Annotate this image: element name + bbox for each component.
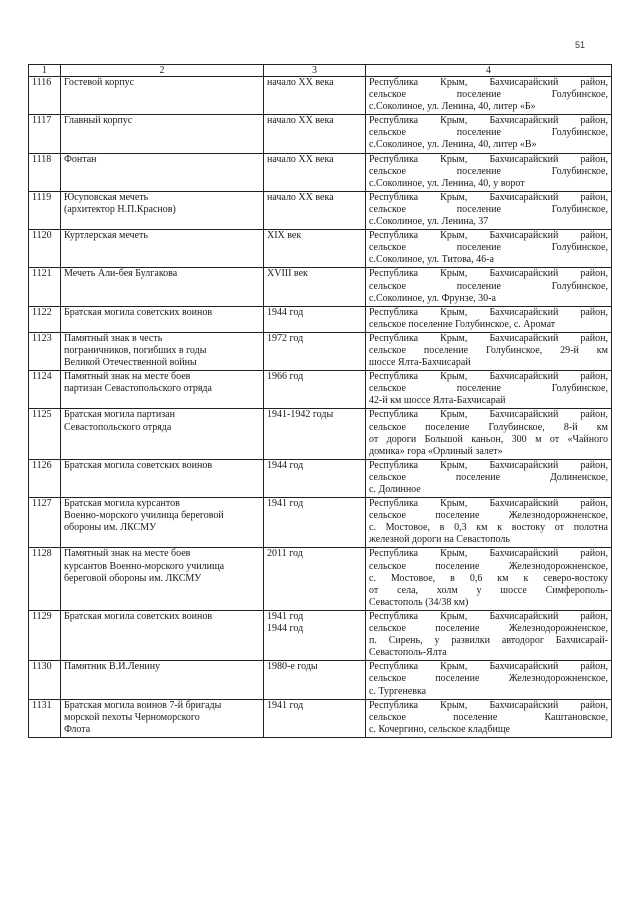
- monument-name-cell: Памятный знак в честь пограничников, погибших в годы Великой Отечественной войны: [61, 332, 264, 370]
- address-cell: [366, 661, 612, 699]
- address-line: с. Мостовое, в 0,6 км к северо-востоку: [369, 572, 608, 584]
- address-line: шоссе Ялта-Бахчисарай: [369, 357, 471, 369]
- address-line: Республика Крым, Бахчисарайский район,: [369, 548, 608, 560]
- address-cell: [366, 409, 612, 459]
- monument-name-cell: Фонтан: [61, 153, 264, 191]
- address-line: сельское поселение Голубинское,: [369, 203, 608, 215]
- row-number-cell: 1121: [29, 268, 61, 306]
- address-line: Республика Крым, Бахчисарайский район,: [369, 699, 608, 711]
- table-row: [29, 191, 612, 229]
- monument-name-cell: Куртлерская мечеть: [61, 230, 264, 268]
- dating-cell: 1941 год 1944 год: [264, 610, 366, 660]
- dating-cell: XIX век: [264, 230, 366, 268]
- address-line: с.Соколиное, ул. Ленина, 40, у ворот: [369, 177, 525, 189]
- dating-cell: 1944 год: [264, 459, 366, 497]
- table-row: [29, 230, 612, 268]
- address-line: сельское поселение Голубинское, 29-й км: [369, 344, 608, 356]
- address-line: Севастополь (34/38 км): [369, 596, 469, 608]
- monument-name-cell: Братская могила советских воинов: [61, 610, 264, 660]
- table-row: [29, 371, 612, 409]
- dating-cell: 1944 год: [264, 306, 366, 332]
- monument-name-cell: Братская могила партизан Севастопольского отряда: [61, 409, 264, 459]
- address-line: железной дороги на Севастополь: [369, 534, 510, 546]
- dating-cell: 2011 год: [264, 548, 366, 610]
- row-number-cell: 1127: [29, 498, 61, 548]
- row-number-cell: 1117: [29, 115, 61, 153]
- table-row: [29, 498, 612, 548]
- address-line: сельское поселение Голубинское,: [369, 127, 608, 139]
- address-line: Республика Крым, Бахчисарайский район,: [369, 498, 608, 510]
- dating-cell: начало XX века: [264, 77, 366, 115]
- column-header: 1: [29, 65, 61, 77]
- address-line: Республика Крым, Бахчисарайский район,: [369, 459, 608, 471]
- table-row: [29, 268, 612, 306]
- address-line: Севастополь-Ялта: [369, 647, 447, 659]
- address-line: сельское поселение Голубинское,: [369, 383, 608, 395]
- table-row: [29, 661, 612, 699]
- monument-name-cell: Юсуповская мечеть (архитектор Н.П.Краснов): [61, 191, 264, 229]
- address-line: сельское поселение Железнодорожненское,: [369, 673, 608, 685]
- address-line: Республика Крым, Бахчисарайский район,: [369, 332, 608, 344]
- row-number-cell: 1120: [29, 230, 61, 268]
- dating-cell: 1941 год: [264, 699, 366, 737]
- monument-name-cell: Братская могила советских воинов: [61, 459, 264, 497]
- address-line: сельское поселение Голубинское,: [369, 165, 608, 177]
- address-line: сельское поселение Голубинское,: [369, 242, 608, 254]
- dating-cell: начало XX века: [264, 115, 366, 153]
- dating-cell: 1972 год: [264, 332, 366, 370]
- address-cell: [366, 268, 612, 306]
- address-line: Республика Крым, Бахчисарайский район,: [369, 661, 608, 673]
- monuments-table: [28, 64, 612, 738]
- address-line: Республика Крым, Бахчисарайский район,: [369, 610, 608, 622]
- table-row: [29, 409, 612, 459]
- page-number: 51: [575, 40, 586, 50]
- table-row: [29, 77, 612, 115]
- monument-name-cell: Главный корпус: [61, 115, 264, 153]
- dating-cell: начало XX века: [264, 191, 366, 229]
- row-number-cell: 1129: [29, 610, 61, 660]
- row-number-cell: 1126: [29, 459, 61, 497]
- address-line: домика» гора «Орлиный залет»: [369, 445, 503, 457]
- table-row: [29, 115, 612, 153]
- address-line: с.Соколиное, ул. Ленина, 40, литер «Б»: [369, 101, 536, 113]
- monument-name-cell: Братская могила воинов 7-й бригады морской пехоты Черноморского Флота: [61, 699, 264, 737]
- table-row: [29, 459, 612, 497]
- dating-cell: 1941 год: [264, 498, 366, 548]
- dating-cell: 1941-1942 годы: [264, 409, 366, 459]
- dating-cell: XVIII век: [264, 268, 366, 306]
- table-row: [29, 153, 612, 191]
- address-line: сельское поселение Железнодорожненское,: [369, 623, 608, 635]
- table-row: [29, 332, 612, 370]
- address-cell: [366, 230, 612, 268]
- address-line: сельское поселение Долиненское,: [369, 471, 608, 483]
- monument-name-cell: Памятник В.И.Ленину: [61, 661, 264, 699]
- address-line: с.Соколиное, ул. Ленина, 37: [369, 216, 489, 228]
- address-line: сельское поселение Голубинское, 8-й км: [369, 421, 608, 433]
- address-line: Республика Крым, Бахчисарайский район,: [369, 268, 608, 280]
- row-number-cell: 1125: [29, 409, 61, 459]
- row-number-cell: 1122: [29, 306, 61, 332]
- column-header: 4: [366, 65, 612, 77]
- address-cell: [366, 498, 612, 548]
- row-number-cell: 1123: [29, 332, 61, 370]
- monument-name-cell: Братская могила советских воинов: [61, 306, 264, 332]
- table-row: [29, 699, 612, 737]
- table-row: [29, 306, 612, 332]
- address-line: с. Тургеневка: [369, 685, 427, 697]
- dating-cell: 1980-е годы: [264, 661, 366, 699]
- address-cell: [366, 610, 612, 660]
- address-line: сельское поселение Каштановское,: [369, 711, 608, 723]
- address-line: 42-й км шоссе Ялта-Бахчисарай: [369, 395, 506, 407]
- address-line: с.Соколиное, ул. Ленина, 40, литер «В»: [369, 139, 537, 151]
- address-cell: [366, 459, 612, 497]
- row-number-cell: 1131: [29, 699, 61, 737]
- monument-name-cell: Гостевой корпус: [61, 77, 264, 115]
- address-line: сельское поселение Голубинское, с. Аромат: [369, 318, 556, 330]
- address-line: п. Сирень, у развилки автодорог Бахчисарай-: [369, 635, 608, 647]
- address-line: от села, холм у шоссе Симферополь-: [369, 584, 608, 596]
- address-line: сельское поселение Голубинское,: [369, 280, 608, 292]
- address-line: Республика Крым, Бахчисарайский район,: [369, 191, 608, 203]
- table-header-row: [29, 65, 612, 77]
- address-line: с. Кочергино, сельское кладбище: [369, 723, 510, 735]
- address-line: Республика Крым, Бахчисарайский район,: [369, 115, 608, 127]
- row-number-cell: 1124: [29, 371, 61, 409]
- address-line: с. Долинное: [369, 484, 421, 495]
- row-number-cell: 1118: [29, 153, 61, 191]
- row-number-cell: 1119: [29, 191, 61, 229]
- monument-name-cell: Памятный знак на месте боев партизан Севастопольского отряда: [61, 371, 264, 409]
- table-row: [29, 610, 612, 660]
- address-line: с.Соколиное, ул. Фрунзе, 30-а: [369, 292, 496, 304]
- address-cell: [366, 191, 612, 229]
- address-line: сельское поселение Голубинское,: [369, 89, 608, 101]
- address-line: с. Мостовое, в 0,3 км к востоку от полотна: [369, 522, 608, 534]
- address-cell: [366, 699, 612, 737]
- address-cell: [366, 548, 612, 610]
- monument-name-cell: Памятный знак на месте боев курсантов Военно-морского училища береговой обороны им. ЛКСМУ: [61, 548, 264, 610]
- dating-cell: 1966 год: [264, 371, 366, 409]
- row-number-cell: 1130: [29, 661, 61, 699]
- address-line: Республика Крым, Бахчисарайский район,: [369, 409, 608, 421]
- address-cell: [366, 332, 612, 370]
- address-cell: [366, 77, 612, 115]
- address-line: Республика Крым, Бахчисарайский район,: [369, 230, 608, 242]
- address-cell: [366, 306, 612, 332]
- table-row: [29, 548, 612, 610]
- address-line: Республика Крым, Бахчисарайский район,: [369, 77, 608, 88]
- address-line: сельское поселение Железнодорожненское,: [369, 510, 608, 522]
- address-line: Республика Крым, Бахчисарайский район,: [369, 371, 608, 383]
- address-line: Республика Крым, Бахчисарайский район,: [369, 306, 608, 318]
- address-line: сельское поселение Железнодорожненское,: [369, 560, 608, 572]
- address-line: с.Соколиное, ул. Титова, 46-а: [369, 254, 494, 266]
- row-number-cell: 1128: [29, 548, 61, 610]
- address-line: Республика Крым, Бахчисарайский район,: [369, 153, 608, 165]
- monument-name-cell: Братская могила курсантов Военно-морского училища береговой обороны им. ЛКСМУ: [61, 498, 264, 548]
- column-header: 3: [264, 65, 366, 77]
- address-cell: [366, 371, 612, 409]
- column-header: 2: [61, 65, 264, 77]
- address-cell: [366, 153, 612, 191]
- address-cell: [366, 115, 612, 153]
- dating-cell: начало XX века: [264, 153, 366, 191]
- monument-name-cell: Мечеть Али-бея Булгакова: [61, 268, 264, 306]
- row-number-cell: 1116: [29, 77, 61, 115]
- address-line: от дороги Большой каньон, 300 м от «Чайного: [369, 433, 608, 445]
